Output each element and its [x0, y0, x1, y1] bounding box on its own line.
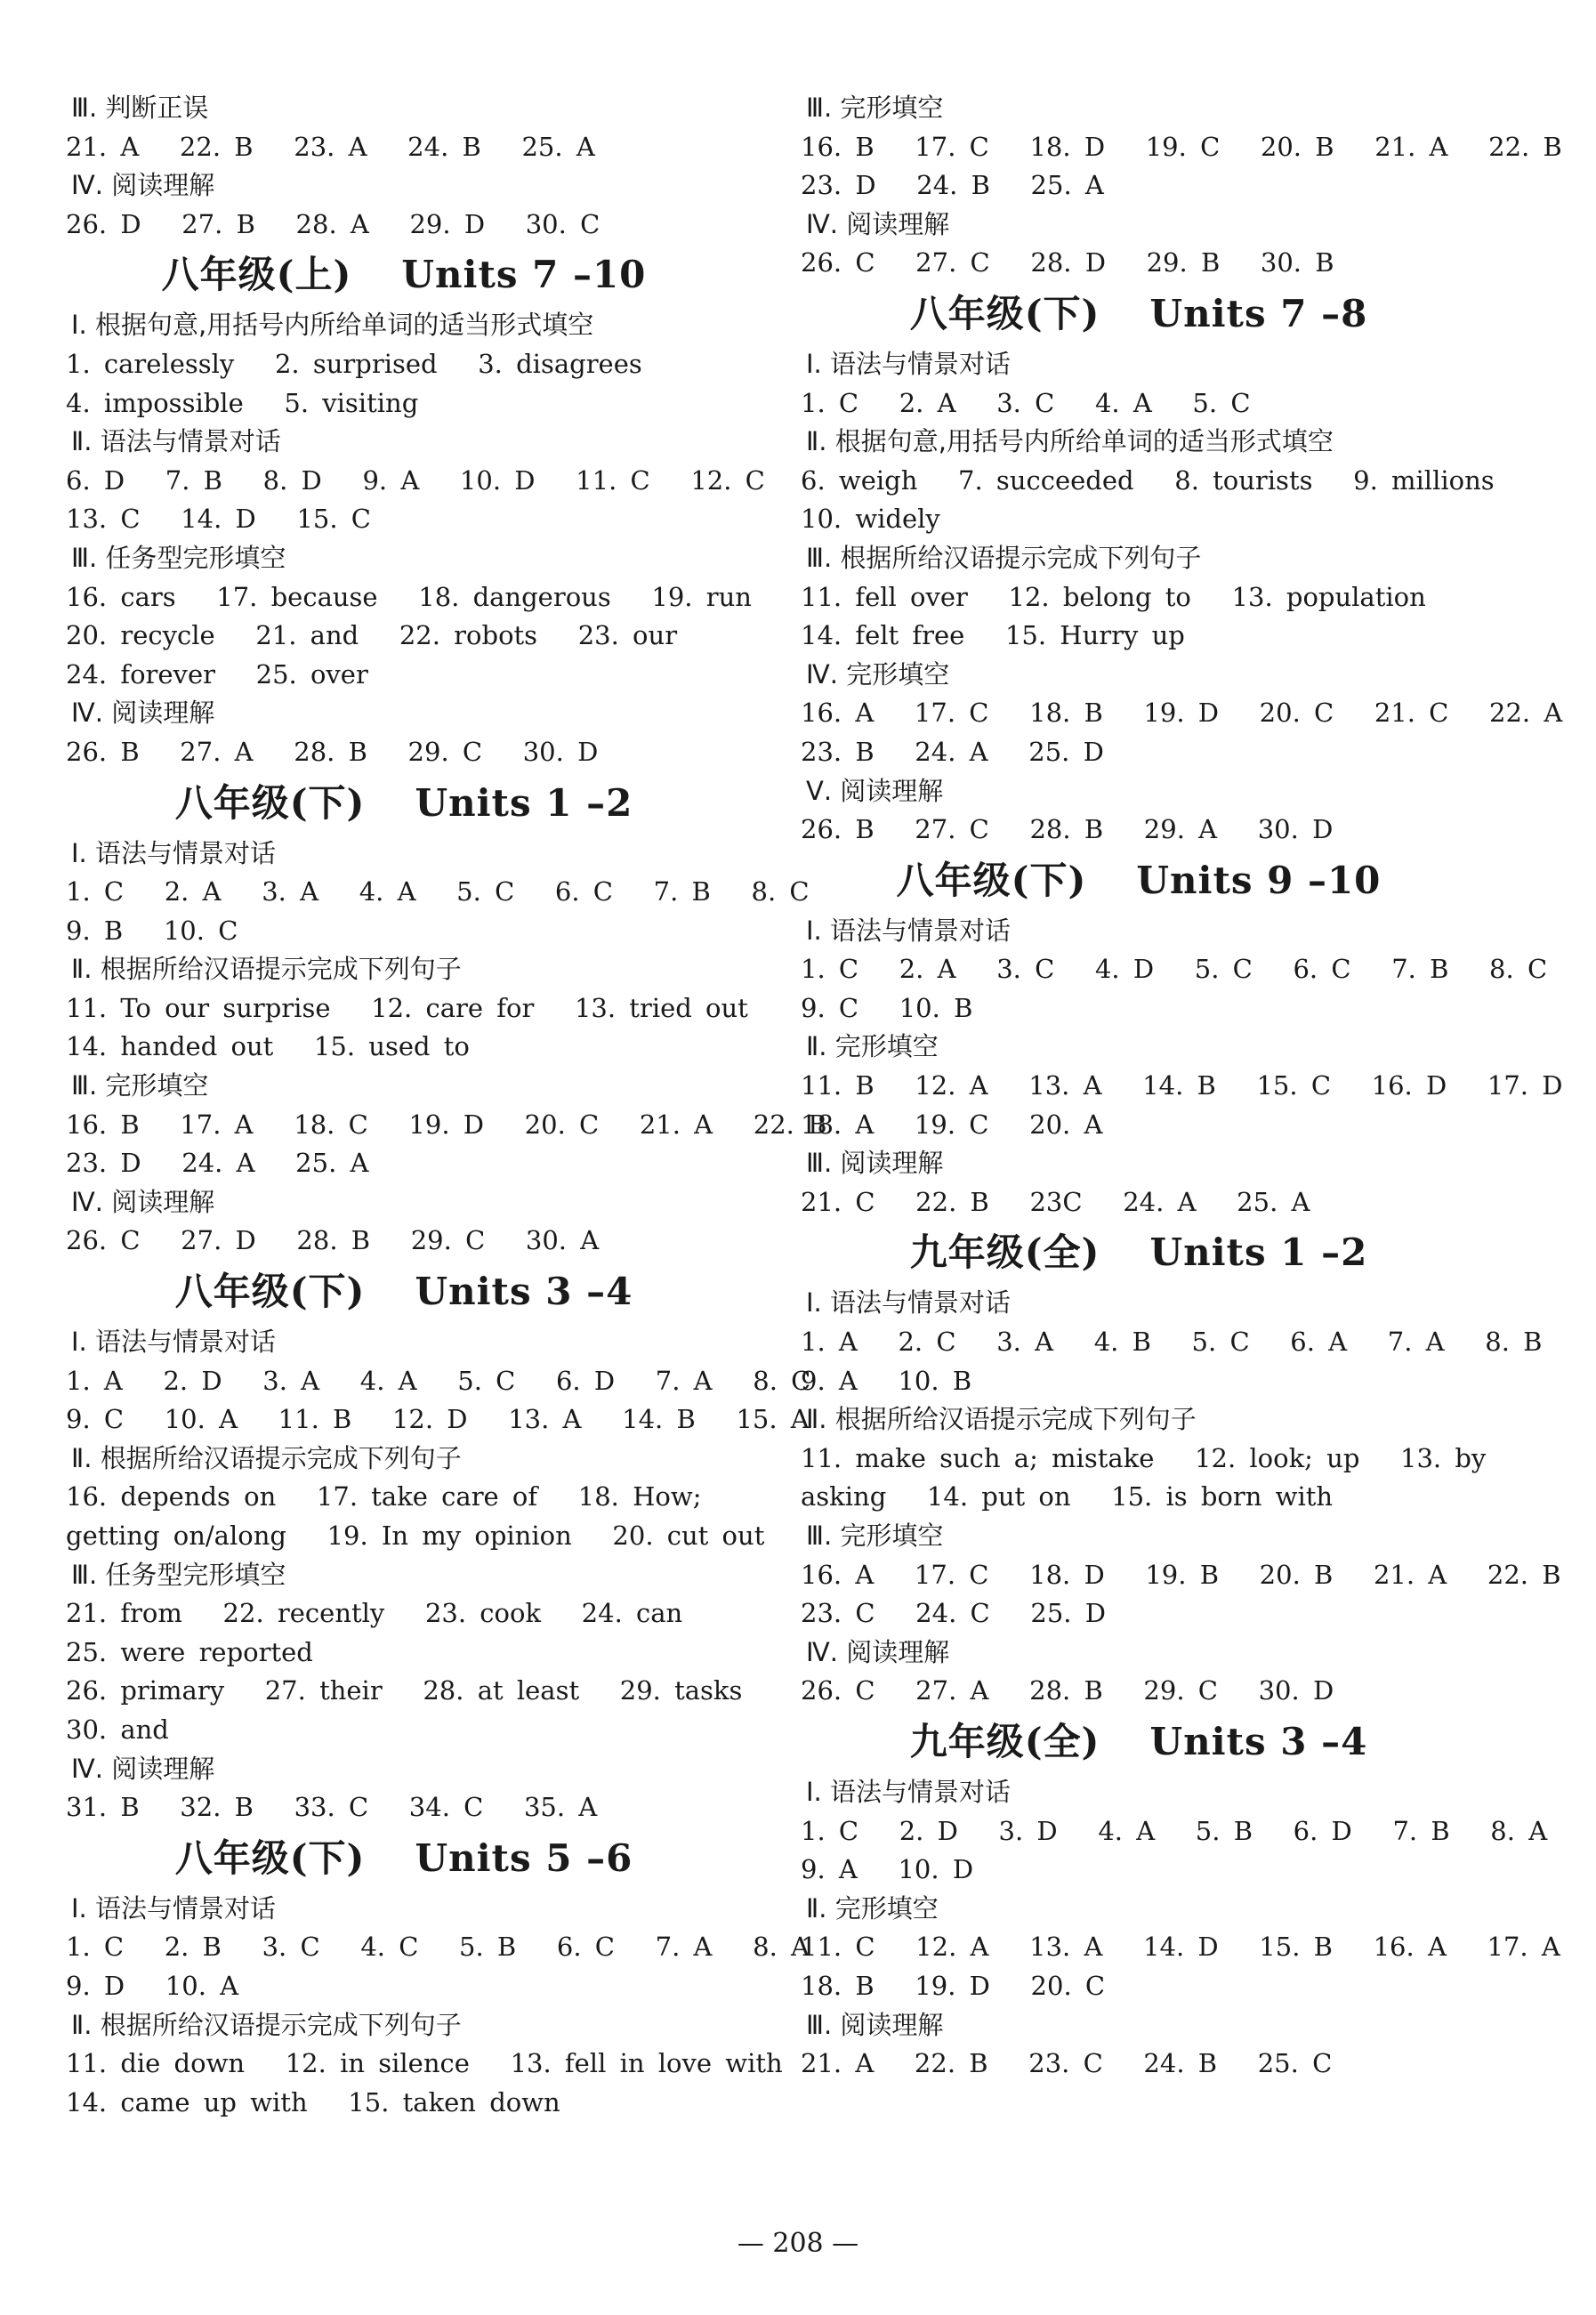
section-title: Ⅰ. 语法与情景对话	[806, 1287, 1011, 1319]
grade-label: 九年级(全)	[909, 1719, 1100, 1763]
section-title: Ⅰ. 语法与情景对话	[71, 1327, 276, 1358]
answer-line: 26. C 27. D 28. B 29. C 30. A	[66, 1225, 600, 1256]
section-title: Ⅱ. 完形填空	[806, 1031, 939, 1062]
unit-heading	[801, 850, 1477, 912]
section-title: Ⅲ. 任务型完形填空	[71, 542, 286, 573]
answer-line: 31. B 32. B 33. C 34. C 35. A	[66, 1792, 598, 1823]
units-label: Units 3 –4	[415, 1270, 633, 1314]
answer-line: 16. cars 17. because 18. dangerous 19. run	[66, 581, 752, 612]
answer-line: 21. A 22. B 23. C 24. B 25. C	[801, 2048, 1333, 2079]
section-title: Ⅲ. 完形填空	[71, 1070, 209, 1101]
answer-line: 20. recycle 21. and 22. robots 23. our	[66, 620, 678, 651]
answer-line: 24. forever 25. over	[66, 658, 368, 690]
answer-line: 16. B 17. C 18. D 19. C 20. B 21. A 22. B	[801, 131, 1562, 162]
section-title: Ⅱ. 根据所给汉语提示完成下列句子	[806, 1404, 1197, 1435]
answer-line: 21. from 22. recently 23. cook 24. can	[66, 1598, 683, 1629]
answer-line: 11. C 12. A 13. A 14. D 15. B 16. A 17. A	[801, 1932, 1560, 1963]
grade-label: 八年级(下)	[174, 1835, 366, 1880]
answer-line: 9. A 10. D	[801, 1854, 974, 1885]
answer-line: getting on/along 19. In my opinion 20. cut out	[66, 1520, 765, 1551]
section-title: Ⅰ. 语法与情景对话	[806, 915, 1011, 946]
section-title: Ⅰ. 根据句意,用括号内所给单词的适当形式填空	[71, 310, 594, 341]
unit-heading	[801, 283, 1477, 345]
answer-line: 6. weigh 7. succeeded 8. tourists 9. millions	[801, 464, 1495, 496]
section-title: Ⅱ. 根据所给汉语提示完成下列句子	[71, 954, 462, 985]
units-label: Units 9 –10	[1136, 858, 1382, 902]
answer-line: 16. depends on 17. take care of 18. How;	[66, 1481, 702, 1512]
answer-line: 4. impossible 5. visiting	[66, 387, 419, 418]
unit-heading	[801, 1222, 1477, 1284]
answer-line: 6. D 7. B 8. D 9. A 10. D 11. C 12. C	[66, 464, 765, 496]
units-label: Units 7 –10	[401, 253, 647, 297]
answer-line: 30. and	[66, 1714, 169, 1745]
answer-line: 23. D 24. B 25. A	[801, 170, 1104, 201]
grade-label: 八年级(下)	[174, 1270, 366, 1314]
answer-line: 26. C 27. C 28. D 29. B 30. B	[801, 247, 1334, 278]
answer-line: 10. widely	[801, 504, 940, 535]
section-title: Ⅱ. 完形填空	[806, 1892, 939, 1924]
answer-line: 1. A 2. C 3. A 4. B 5. C 6. A 7. A 8. B	[801, 1327, 1543, 1358]
grade-label: 八年级(下)	[174, 780, 366, 825]
section-title: Ⅲ. 根据所给汉语提示完成下列句子	[806, 542, 1202, 573]
answer-line: 14. felt free 15. Hurry up	[801, 620, 1185, 651]
answer-line: asking 14. put on 15. is born with	[801, 1481, 1334, 1512]
answer-line: 26. B 27. A 28. B 29. C 30. D	[66, 736, 599, 767]
answer-line: 16. B 17. A 18. C 19. D 20. C 21. A 22. B	[66, 1109, 827, 1140]
answer-line: 1. C 2. A 3. A 4. A 5. C 6. C 7. B 8. C	[66, 876, 810, 907]
section-title: Ⅱ. 根据句意,用括号内所给单词的适当形式填空	[806, 426, 1334, 457]
answer-line: 1. C 2. A 3. C 4. D 5. C 6. C 7. B 8. C	[801, 954, 1548, 985]
answer-line: 23. D 24. A 25. A	[66, 1148, 369, 1179]
answer-line: 1. C 2. D 3. D 4. A 5. B 6. D 7. B 8. A	[801, 1815, 1548, 1846]
section-title: Ⅱ. 根据所给汉语提示完成下列句子	[71, 2009, 462, 2040]
answer-line: 1. C 2. B 3. C 4. C 5. B 6. C 7. A 8. A	[66, 1932, 810, 1963]
answer-line: 21. A 22. B 23. A 24. B 25. A	[66, 131, 595, 162]
answer-line: 11. B 12. A 13. A 14. B 15. C 16. D 17. D	[801, 1070, 1563, 1101]
unit-heading	[801, 1711, 1477, 1773]
units-label: Units 1 –2	[415, 780, 633, 825]
answer-line: 1. carelessly 2. surprised 3. disagrees	[66, 348, 642, 379]
section-title: Ⅳ. 完形填空	[806, 658, 950, 690]
answer-line: 11. fell over 12. belong to 13. population	[801, 581, 1426, 612]
grade-label: 八年级(下)	[896, 858, 1087, 902]
answer-line: 23. C 24. C 25. D	[801, 1598, 1106, 1629]
section-title: Ⅲ. 阅读理解	[806, 1148, 944, 1179]
section-title: Ⅰ. 语法与情景对话	[806, 1776, 1011, 1807]
section-title: Ⅳ. 阅读理解	[71, 1753, 215, 1784]
answer-line: 11. make such a; mistake 12. look; up 13. by	[801, 1442, 1487, 1473]
grade-label: 九年级(全)	[909, 1230, 1100, 1275]
section-title: Ⅰ. 语法与情景对话	[71, 837, 276, 868]
answer-line: 18. B 19. D 20. C	[801, 1970, 1106, 2001]
answer-line: 18. A 19. C 20. A	[801, 1109, 1103, 1140]
units-label: Units 5 –6	[415, 1835, 633, 1880]
section-title: Ⅲ. 判断正误	[71, 93, 209, 123]
section-title: Ⅳ. 阅读理解	[806, 1636, 950, 1667]
answer-line: 11. To our surprise 12. care for 13. tried out	[66, 992, 748, 1023]
left-column	[66, 89, 827, 2122]
answer-line: 9. B 10. C	[66, 915, 238, 946]
section-title: Ⅲ. 完形填空	[806, 93, 944, 123]
answer-line: 16. A 17. C 18. D 19. B 20. B 21. A 22. B	[801, 1559, 1561, 1590]
unit-heading	[66, 1827, 742, 1890]
answer-line: 23. B 24. A 25. D	[801, 736, 1104, 767]
section-title: Ⅰ. 语法与情景对话	[806, 348, 1011, 379]
grade-label: 八年级(下)	[909, 291, 1100, 335]
section-title: Ⅳ. 阅读理解	[71, 1186, 215, 1217]
units-label: Units 1 –2	[1149, 1230, 1368, 1275]
answer-line: 9. A 10. B	[801, 1365, 972, 1396]
section-title: Ⅳ. 阅读理解	[806, 208, 950, 239]
right-column	[801, 89, 1563, 2084]
unit-heading	[66, 772, 742, 835]
grade-label: 八年级(上)	[161, 253, 352, 297]
answer-line: 26. C 27. A 28. B 29. C 30. D	[801, 1675, 1334, 1706]
page-number: — 208 —	[737, 2228, 859, 2259]
section-title: Ⅰ. 语法与情景对话	[71, 1892, 276, 1924]
section-title: Ⅲ. 阅读理解	[806, 2009, 944, 2040]
answer-line: 21. C 22. B 23C 24. A 25. A	[801, 1186, 1310, 1217]
units-label: Units 3 –4	[1149, 1719, 1368, 1763]
answer-line: 26. primary 27. their 28. at least 29. tasks	[66, 1675, 743, 1706]
answer-line: 9. D 10. A	[66, 1970, 239, 2001]
answer-line: 1. C 2. A 3. C 4. A 5. C	[801, 387, 1251, 418]
answer-line: 14. handed out 15. used to	[66, 1031, 470, 1062]
section-title: Ⅱ. 根据所给汉语提示完成下列句子	[71, 1442, 462, 1473]
answer-line: 1. A 2. D 3. A 4. A 5. C 6. D 7. A 8. C	[66, 1365, 811, 1396]
section-title: Ⅴ. 阅读理解	[806, 775, 944, 806]
answer-line: 9. C 10. B	[801, 992, 973, 1023]
section-title: Ⅲ. 完形填空	[806, 1520, 944, 1551]
section-title: Ⅲ. 任务型完形填空	[71, 1559, 286, 1590]
answer-line: 26. D 27. B 28. A 29. D 30. C	[66, 208, 601, 239]
answer-line: 14. came up with 15. taken down	[66, 2086, 560, 2117]
answer-line: 11. die down 12. in silence 13. fell in love with	[66, 2048, 783, 2079]
units-label: Units 7 –8	[1149, 291, 1368, 335]
section-title: Ⅱ. 语法与情景对话	[71, 426, 281, 457]
answer-line: 9. C 10. A 11. B 12. D 13. A 14. B 15. A	[66, 1404, 810, 1435]
unit-heading	[66, 1261, 742, 1323]
section-title: Ⅳ. 阅读理解	[71, 170, 215, 201]
answer-line: 13. C 14. D 15. C	[66, 504, 371, 535]
answer-line: 16. A 17. C 18. B 19. D 20. C 21. C 22. A	[801, 698, 1563, 729]
answer-line: 26. B 27. C 28. B 29. A 30. D	[801, 814, 1334, 845]
section-title: Ⅳ. 阅读理解	[71, 698, 215, 729]
unit-heading	[66, 244, 742, 306]
answer-line: 25. were reported	[66, 1636, 313, 1667]
